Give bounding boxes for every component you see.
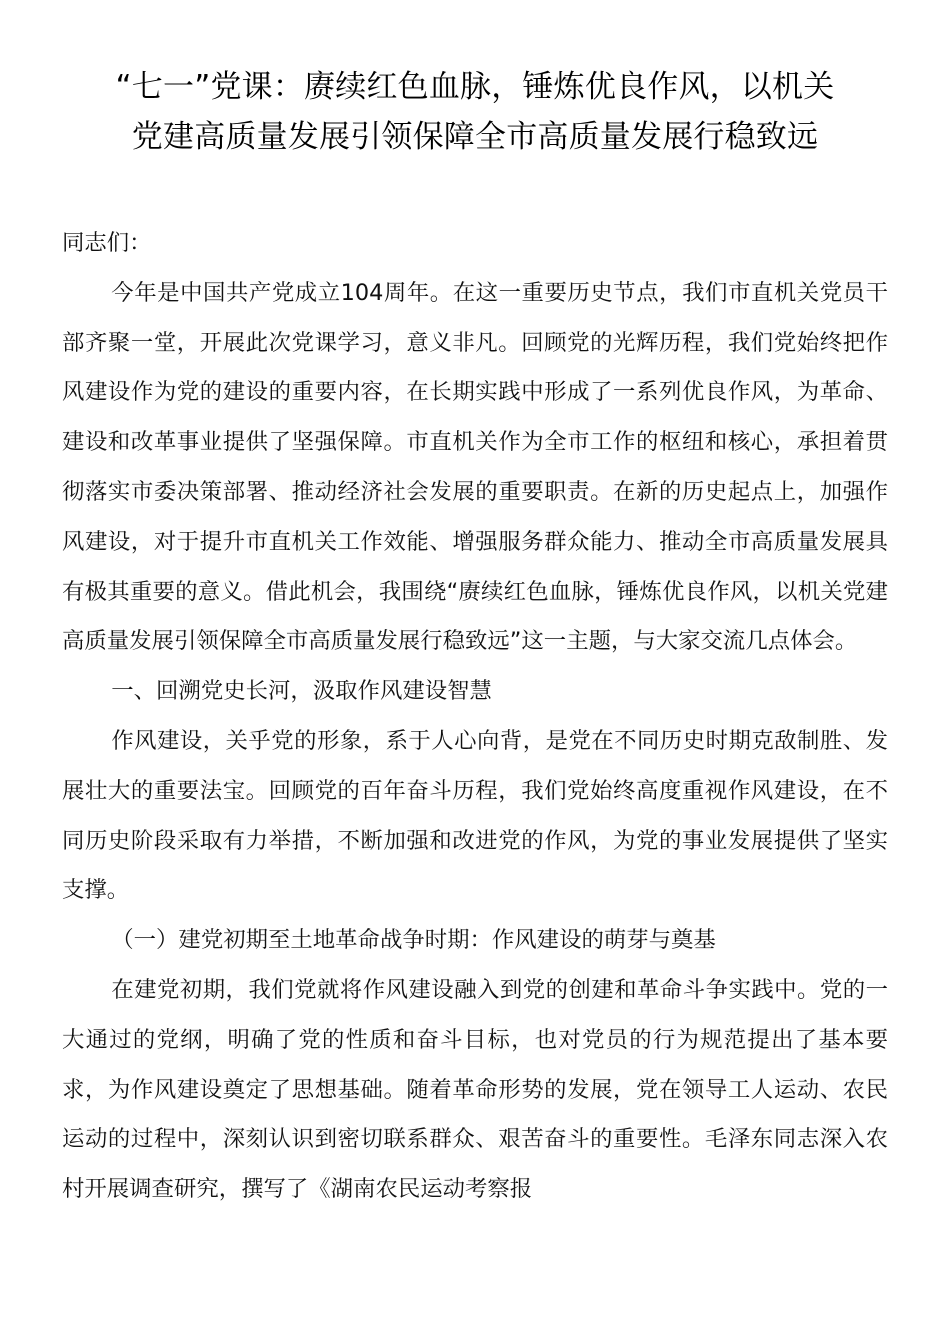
subsection-heading-1: （一）建党初期至土地革命战争时期：作风建设的萌芽与奠基 <box>111 927 716 954</box>
title-line-2: 党建高质量发展引领保障全市高质量发展行稳致远 <box>131 119 819 155</box>
document-title <box>62 62 888 162</box>
document-body <box>62 219 888 1215</box>
section-1-paragraph: 作风建设，关乎党的形象，系于人心向背，是党在不同历史时期克敌制胜、发展壮大的重要法宝。回顾党的百年奋斗历程，我们党始终高度重视作风建设，在不同历史阶段采取有力举措，不断加强和改进党的作风，为党的事业发展提供了坚实支撑。 <box>62 727 888 904</box>
title-line-1: “七一”党课：赓续红色血脉，锤炼优良作风，以机关 <box>115 69 835 105</box>
section-heading-1: 一、回溯党史长河，汲取作风建设智慧 <box>111 678 492 705</box>
intro-paragraph: 今年是中国共产党成立104周年。在这一重要历史节点，我们市直机关党员干部齐聚一堂，开展此次党课学习，意义非凡。回顾党的光辉历程，我们党始终把作风建设作为党的建设的重要内容，在长期实践中形成了一系列优良作风，为革命、建设和改革事业提供了坚强保障。市直机关作为全市工作的枢纽和核心，承担着贯彻落实市委决策部署、推动经济社会发展的重要职责。在新的历史起点上，加强作风建设，对于提升市直机关工作效能、增强服务群众能力、推动全市高质量发展具有极其重要的意义。借此机会，我围绕“赓续红色血脉，锤炼优良作风，以机关党建高质量发展引领保障全市高质量发展行稳致远”这一主题，与大家交流几点体会。 <box>62 279 888 655</box>
subsection-1-paragraph: 在建党初期，我们党就将作风建设融入到党的创建和革命斗争实践中。党的一大通过的党纲，明确了党的性质和奋斗目标，也对党员的行为规范提出了基本要求，为作风建设奠定了思想基础。随着革命形势的发展，党在领导工人运动、农民运动的过程中，深刻认识到密切联系群众、艰苦奋斗的重要性。毛泽东同志深入农村开展调查研究，撰写了《湖南农民运动考察报 <box>62 976 888 1203</box>
salutation: 同志们： <box>62 230 152 256</box>
